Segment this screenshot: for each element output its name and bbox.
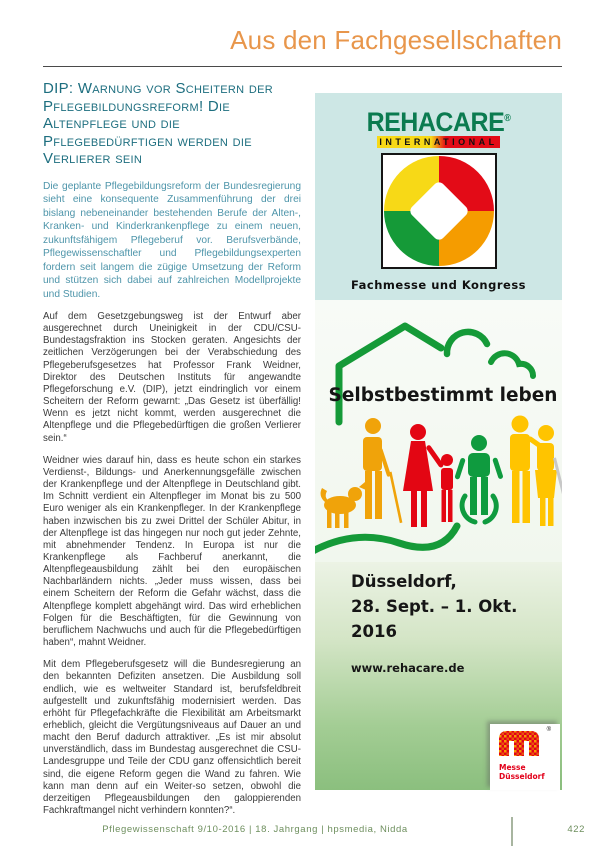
rehacare-hands-logo [381, 153, 497, 269]
ad-slogan: Selbstbestimmt leben [328, 385, 558, 406]
body-paragraph: Mit dem Pflegeberufsgesetz will die Bundesregierung an den bekannten Defiziten ansetzen. Die Ausbildung soll endlich, wie es weltweiter Standard ist, berufsfeldbreit aufgestellt und zukunftsfähig modernisiert werden. Das erhöht für Pflegefachkräfte die Flexibilität am Arbeitsmarkt erheblich, gleicht die Vergütungsniveaus auf Dauer an und macht den Beruf dadurch attraktiver. „Es ist mir absolut unverständlich, dass im Bundestag ausgerechnet die CSU-Landesgruppe und Teile der CDU ganz offensichtlich bereit sind, die eigene Reform gegen die Wand zu fahren. Wie kann man denn auf ein Weiter-so setzen, obwohl die derzeitigen Pflegeausbildungen den galoppierenden Fachkraftmangel nicht verhindern konnten?“. [43, 659, 301, 817]
section-header: Aus den Fachgesellschaften [230, 25, 562, 55]
ad-dates: 28. Sept. – 1. Okt. 2016 [351, 597, 518, 641]
rehacare-brand-text: REHACARE [366, 107, 505, 138]
figure-blind-man [363, 418, 402, 523]
footer-page-number: 422 [567, 824, 585, 835]
figure-woman-red [403, 424, 444, 527]
registered-mark: ® [546, 727, 551, 733]
article-column [43, 80, 301, 827]
figure-child-red [441, 454, 453, 522]
figure-guide-dog [321, 482, 366, 528]
article-body [43, 311, 301, 817]
ad-logo-section [315, 93, 562, 300]
figure-wheelchair-user [454, 435, 503, 522]
messe-duesseldorf-logo [499, 727, 551, 761]
ad-tagline: Fachmesse und Kongress [350, 278, 527, 293]
messe-name-line2: Düsseldorf [499, 771, 545, 781]
international-label: INTERNATIONAL [379, 137, 498, 148]
registered-mark: ® [504, 112, 511, 124]
house-roof-icon [339, 326, 441, 422]
header-rule [43, 66, 562, 67]
footer-divider [511, 817, 513, 846]
article-title: DIP: Warnung vor Scheitern der Pflegebildungsreform! Die Altenpflege und die Pflegebedürftigen werden die Verlierer sein [43, 80, 273, 167]
hands-center-circle [418, 190, 460, 232]
messe-duesseldorf-name [499, 764, 560, 781]
selbstbestimmt-illustration [315, 300, 562, 562]
ad-illustration-section [315, 300, 562, 562]
footer-journal-line: Pflegewissenschaft 9/10-2016 | 18. Jahrgang | hpsmedia, Nidda [102, 824, 408, 835]
messe-m-icon [499, 730, 539, 756]
figure-woman-crutch [535, 425, 562, 526]
wave-line [315, 526, 457, 552]
ad-city: Düsseldorf, [351, 572, 457, 591]
cloud-icon [491, 353, 533, 376]
messe-duesseldorf-box [490, 724, 560, 790]
body-paragraph: Auf dem Gesetzgebungsweg ist der Entwurf aber ausgerechnet durch Uneinigkeit in der CDU/CSU-Bundestagsfraktion ins Stocken geraten. Angesichts der zeitlichen Verzögerungen bei der Verabschiedung des Pflegeberufsgesetzes hat Professor Frank Weidner, Direktor des Deutschen Instituts für angewandte Pflegeforschung e.V. (DIP), jetzt eindringlich vor einem Scheitern der Reform gewarnt: „Das Gesetz ist überfällig! Wenn es jetzt nicht kommt, werden ausgerechnet die Altenpflege und die Pflegebedürftigen die großen Verlierer sein.“ [43, 311, 301, 444]
ad-website-url: www.rehacare.de [351, 661, 465, 675]
body-paragraph: Weidner wies darauf hin, dass es heute schon ein starkes Verdienst-, Bildungs- und Anerkennungsgefälle zwischen der Krankenpflege und der Altenpflege in Deutschland gibt. Im Schnitt verdient ein Altenpfleger im Monat bis zu 500 Euro weniger als ein Krankenpfleger. In der Krankenpflege haben inzwischen bis zu zwei Drittel der Schüler Abitur, in der Altenpflege ist das hingegen nur noch gut jeder Zehnte, mit abnehmender Tendenz. In Europa ist nur die Krankenpflege als Fachberuf anerkannt, die Altenpflegeausbildung zählt bei den europäischen Nachbarländern nichts. „Jeder muss wissen, dass bei einem Scheitern der Reform die Gefahr wächst, dass die Altenpflege komplett abgehängt wird. Das wird erheblichen Folgen für die Beschäftigten, für die Gewinnung von beruflichem Nachwuchs und auch für die Pflegebedürftigen haben“, mahnt Weidner. [43, 454, 301, 649]
ad-info-section [315, 562, 562, 790]
cloud-icon [447, 332, 487, 354]
rehacare-advertisement [315, 93, 562, 790]
article-intro-paragraph: Die geplante Pflegebildungsreform der Bundesregierung sieht eine konsequente Zusammenführung der drei bislang nebeneinander bestehenden Berufe der Alten-, Kranken- und Kinderkrankenpflege zu einem neuen, zukunftsfähigem Pflegeberuf vor. Berufsverbände, Pflegewissenschaftler und Pflegebildungsexperten fordern seit langem die zügige Umsetzung der Reform und stützen sich dabei auf zahlreichen Modellprojekte und Studien. [43, 180, 301, 300]
messe-name-line1: Messe [499, 763, 526, 772]
rehacare-wordmark [315, 105, 562, 137]
